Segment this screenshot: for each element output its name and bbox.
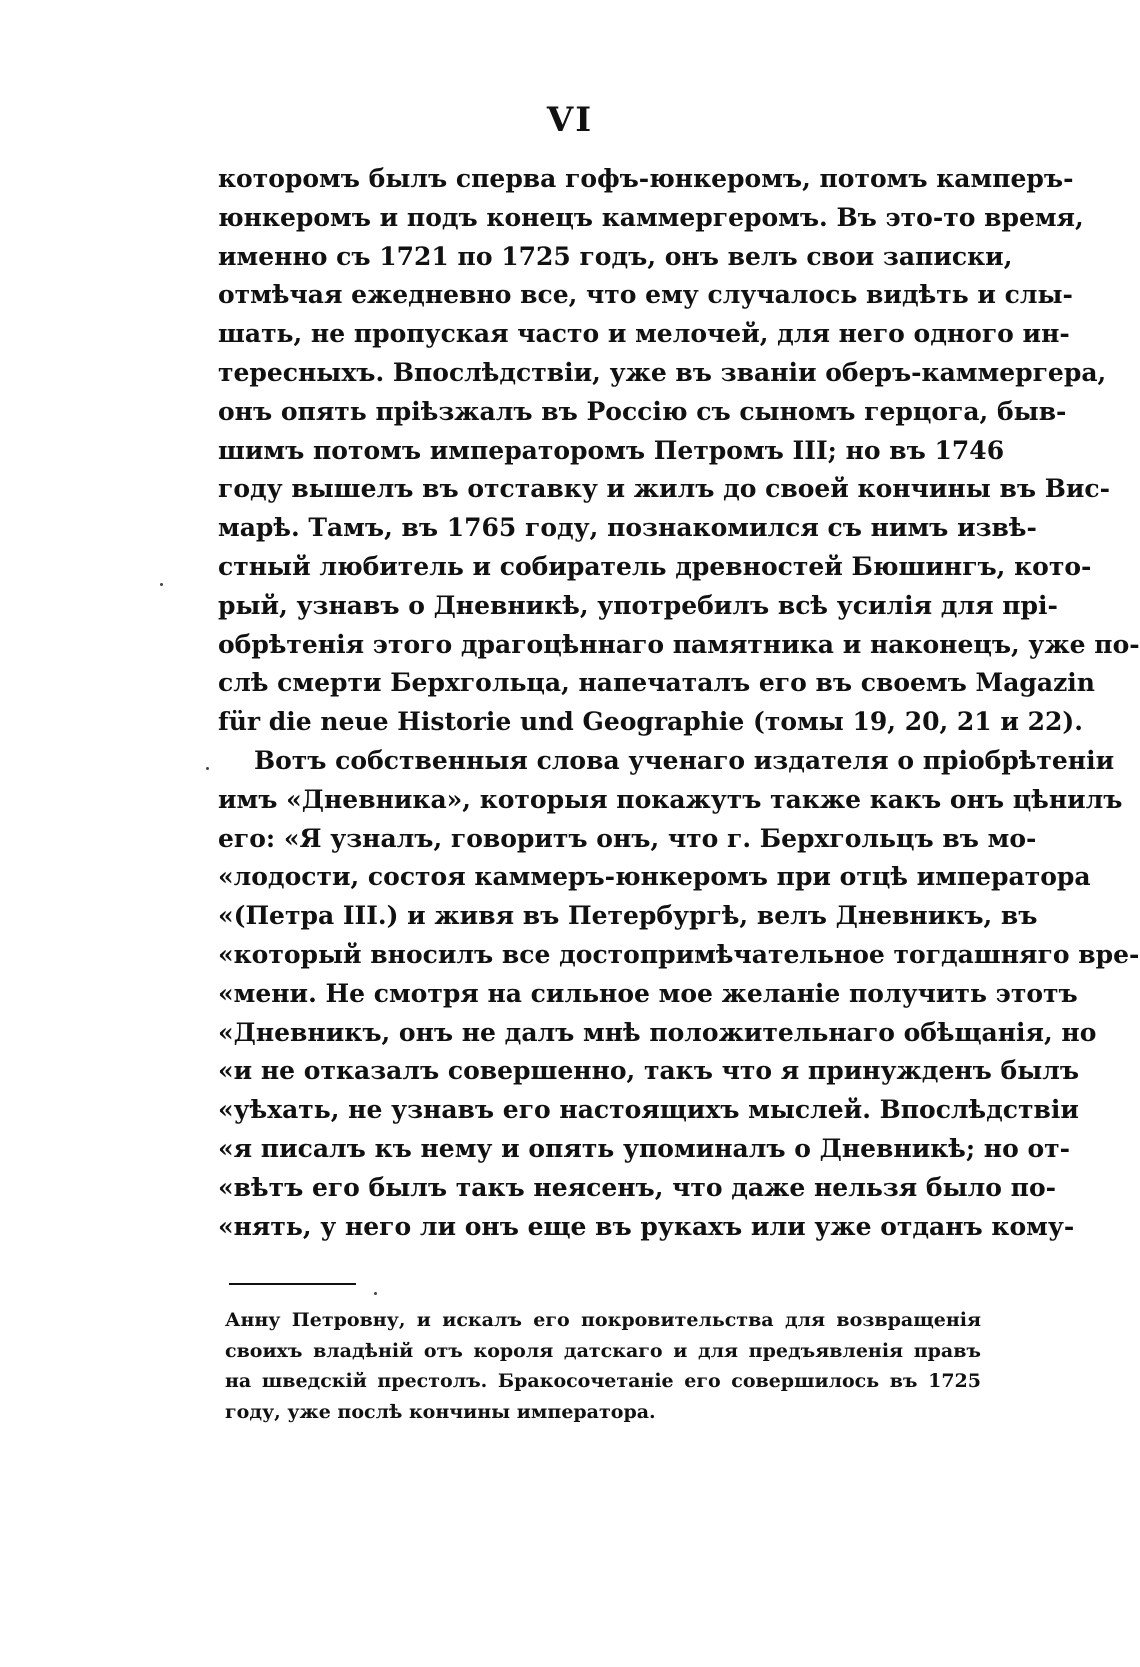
body-line: рый, узнавъ о Дневникѣ, употребилъ всѣ усилія для прі-	[218, 590, 1058, 620]
body-line: «уѣхать, не узнавъ его настоящихъ мыслей. Впослѣдствіи	[218, 1095, 1079, 1125]
body-line: именно съ 1721 по 1725 годъ, онъ велъ свои записки,	[218, 241, 1013, 271]
body-text	[218, 160, 1140, 1246]
footnote-line: своихъ владѣній отъ короля датскаго и для предъявленія правъ	[225, 1339, 981, 1362]
body-line: тересныхъ. Впослѣдствіи, уже въ званіи оберъ-каммергера,	[218, 357, 1107, 387]
body-line: онъ опять пріѣзжалъ въ Россію съ сыномъ герцога, быв-	[218, 396, 1067, 426]
body-line: «мени. Не смотря на сильное мое желаніе получить этотъ	[218, 978, 1078, 1008]
footnote-line: году, уже послѣ кончины императора.	[225, 1400, 656, 1423]
footnote	[225, 1305, 981, 1427]
body-line: шать, не пропуская часто и мелочей, для него одного ин-	[218, 319, 1070, 349]
body-line: Вотъ собственныя слова ученаго издателя о пріобрѣтеніи	[254, 745, 1115, 775]
body-line: обрѣтенія этого драгоцѣннаго памятника и наконецъ, уже по-	[218, 629, 1140, 659]
body-line: «Дневникъ, онъ не далъ мнѣ положительнаго обѣщанія, но	[218, 1017, 1097, 1047]
body-line: юнкеромъ и подъ конецъ каммергеромъ. Въ это-то время,	[218, 202, 1084, 232]
footnote-line: Анну Петровну, и искалъ его покровительства для возвращенія	[225, 1309, 981, 1331]
body-line: отмѣчая ежедневно все, что ему случалось видѣть и слы-	[218, 280, 1073, 310]
body-line: «который вносилъ все достопримѣчательное тогдашняго вре-	[218, 939, 1140, 969]
body-line: марѣ. Тамъ, въ 1765 году, познакомился съ нимъ извѣ-	[218, 513, 1037, 543]
body-line: «лодости, состоя каммеръ-юнкеромъ при отцѣ императора	[218, 862, 1091, 892]
scan-speck	[374, 1292, 377, 1295]
body-line: «(Петра III.) и живя въ Петербургѣ, велъ Дневникъ, въ	[218, 901, 1038, 931]
scan-speck	[206, 767, 209, 770]
body-line: слѣ смерти Берхгольца, напечаталъ его въ своемъ Magazin	[218, 668, 1095, 698]
body-line: für die neue Historie und Geographie (томы 19, 20, 21 и 22).	[218, 707, 1083, 737]
scan-speck	[160, 583, 163, 586]
body-line: имъ «Дневника», которыя покажутъ также какъ онъ цѣнилъ	[218, 784, 1123, 814]
body-line: его: «Я узналъ, говоритъ онъ, что г. Берхгольцъ въ мо-	[218, 823, 1037, 853]
footnote-divider	[229, 1283, 356, 1285]
body-line: шимъ потомъ императоромъ Петромъ III; но въ 1746	[218, 435, 1005, 465]
body-line: году вышелъ въ отставку и жилъ до своей кончины въ Вис-	[218, 474, 1110, 504]
body-line: «вѣтъ его былъ такъ неясенъ, что даже нельзя было по-	[218, 1172, 1057, 1202]
page-number: VI	[546, 100, 594, 140]
body-line: «нять, у него ли онъ еще въ рукахъ или уже отданъ кому-	[218, 1211, 1075, 1241]
body-line: «я писалъ къ нему и опять упоминалъ о Дневникѣ; но от-	[218, 1133, 1071, 1163]
footnote-line: на шведскій престолъ. Бракосочетаніе его совершилось въ 1725	[225, 1370, 981, 1392]
body-line: которомъ былъ сперва гофъ-юнкеромъ, потомъ камперъ-	[218, 164, 1074, 193]
body-line: «и не отказалъ совершенно, такъ что я принужденъ былъ	[218, 1056, 1080, 1086]
body-line: стный любитель и собиратель древностей Бюшингъ, кото-	[218, 551, 1092, 581]
